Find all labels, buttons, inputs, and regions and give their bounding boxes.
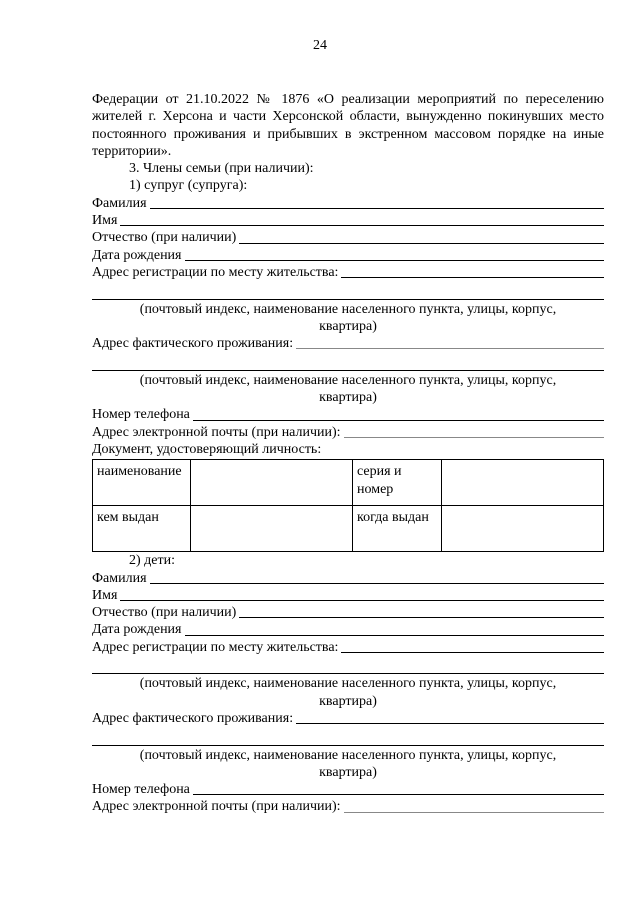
table-cell-issued-date-value[interactable]	[442, 506, 604, 552]
child-actual-address-field	[92, 710, 604, 727]
child-phone-field	[92, 781, 604, 798]
child-patronymic-label: Отчество (при наличии)	[92, 605, 237, 621]
table-cell-name-label: наименование	[93, 460, 191, 506]
child-surname-field	[92, 570, 604, 587]
child-phone-label: Номер телефона	[92, 782, 190, 798]
child-phone-line[interactable]	[193, 794, 604, 795]
child-birthdate-label: Дата рождения	[92, 622, 182, 638]
child-reg-address-label: Адрес регистрации по месту жительства:	[92, 639, 339, 655]
child-patronymic-field	[92, 604, 604, 621]
child-email-label: Адрес электронной почты (при наличии):	[92, 799, 341, 815]
form-content	[92, 91, 604, 816]
child-patronymic-line[interactable]	[239, 617, 604, 618]
table-cell-series-value[interactable]	[442, 460, 604, 506]
table-cell-issued-by-label: кем выдан	[93, 506, 191, 552]
table-cell-name-value[interactable]	[191, 460, 353, 506]
table-cell-series-label: серия и номер	[353, 460, 442, 506]
spouse-email-line[interactable]	[344, 437, 604, 438]
table-cell-issued-by-value[interactable]	[191, 506, 353, 552]
spouse-reg-address-label: Адрес регистрации по месту жительства:	[92, 264, 339, 280]
spouse-phone-label: Номер телефона	[92, 407, 190, 423]
child-birthdate-line[interactable]	[185, 635, 605, 636]
spouse-phone-line[interactable]	[193, 420, 604, 421]
spouse-surname-field	[92, 195, 604, 212]
child-name-line[interactable]	[120, 600, 604, 601]
spouse-patronymic-label: Отчество (при наличии)	[92, 230, 237, 246]
spouse-reg-address-line-2[interactable]	[92, 281, 604, 299]
spouse-email-field	[92, 424, 604, 441]
spouse-phone-field	[92, 406, 604, 423]
spouse-name-line[interactable]	[120, 225, 604, 226]
spouse-id-doc-label: Документ, удостоверяющий личность:	[92, 441, 322, 457]
table-row	[93, 506, 604, 552]
spouse-actual-address-line[interactable]	[296, 348, 604, 349]
spouse-actual-address-line-2[interactable]	[92, 352, 604, 370]
spouse-reg-address-field	[92, 264, 604, 281]
child-reg-address-hint: (почтовый индекс, наименование населенного пункта, улицы, корпус, квартира)	[139, 676, 557, 709]
spouse-actual-address-field	[92, 335, 604, 352]
spouse-name-label: Имя	[92, 213, 118, 229]
spouse-birthdate-line[interactable]	[185, 260, 605, 261]
table-cell-issued-date-label: когда выдан	[353, 506, 442, 552]
child-birthdate-field	[92, 621, 604, 638]
child-surname-line[interactable]	[150, 583, 604, 584]
spouse-surname-line[interactable]	[150, 208, 604, 209]
children-heading: 2) дети:	[129, 553, 175, 569]
child-actual-address-line[interactable]	[296, 723, 604, 724]
child-reg-address-line[interactable]	[341, 652, 604, 653]
spouse-actual-address-label: Адрес фактического проживания:	[92, 336, 294, 352]
spouse-name-field	[92, 212, 604, 229]
spouse-heading: 1) супруг (супруга):	[129, 178, 248, 194]
spouse-id-doc-table	[92, 459, 604, 552]
child-actual-address-hint: (почтовый индекс, наименование населенного пункта, улицы, корпус, квартира)	[139, 747, 557, 780]
page-number: 24	[313, 38, 327, 53]
child-email-line[interactable]	[344, 812, 604, 813]
spouse-email-label: Адрес электронной почты (при наличии):	[92, 424, 341, 440]
child-actual-address-line-2[interactable]	[92, 727, 604, 745]
table-row	[93, 460, 604, 506]
spouse-surname-label: Фамилия	[92, 195, 147, 211]
spouse-reg-address-line[interactable]	[341, 277, 604, 278]
spouse-patronymic-field	[92, 229, 604, 246]
child-email-field	[92, 798, 604, 815]
intro-paragraph: Федерации от 21.10.2022 № 1876 «О реализации мероприятий по переселению жителей г. Херсона и части Херсонской области, вынужденно покинувших место постоянного проживания и прибывших в экстренном массовом порядке на иные территории».	[92, 92, 604, 159]
child-reg-address-line-2[interactable]	[92, 656, 604, 674]
spouse-birthdate-field	[92, 247, 604, 264]
child-name-label: Имя	[92, 587, 118, 603]
spouse-reg-address-hint: (почтовый индекс, наименование населенного пункта, улицы, корпус, квартира)	[139, 301, 557, 334]
child-name-field	[92, 587, 604, 604]
child-actual-address-label: Адрес фактического проживания:	[92, 710, 294, 726]
spouse-patronymic-line[interactable]	[239, 243, 604, 244]
section-title: 3. Члены семьи (при наличии):	[129, 161, 314, 177]
child-reg-address-field	[92, 639, 604, 656]
spouse-actual-address-hint: (почтовый индекс, наименование населенного пункта, улицы, корпус, квартира)	[139, 372, 557, 406]
child-surname-label: Фамилия	[92, 570, 147, 586]
spouse-birthdate-label: Дата рождения	[92, 247, 182, 263]
